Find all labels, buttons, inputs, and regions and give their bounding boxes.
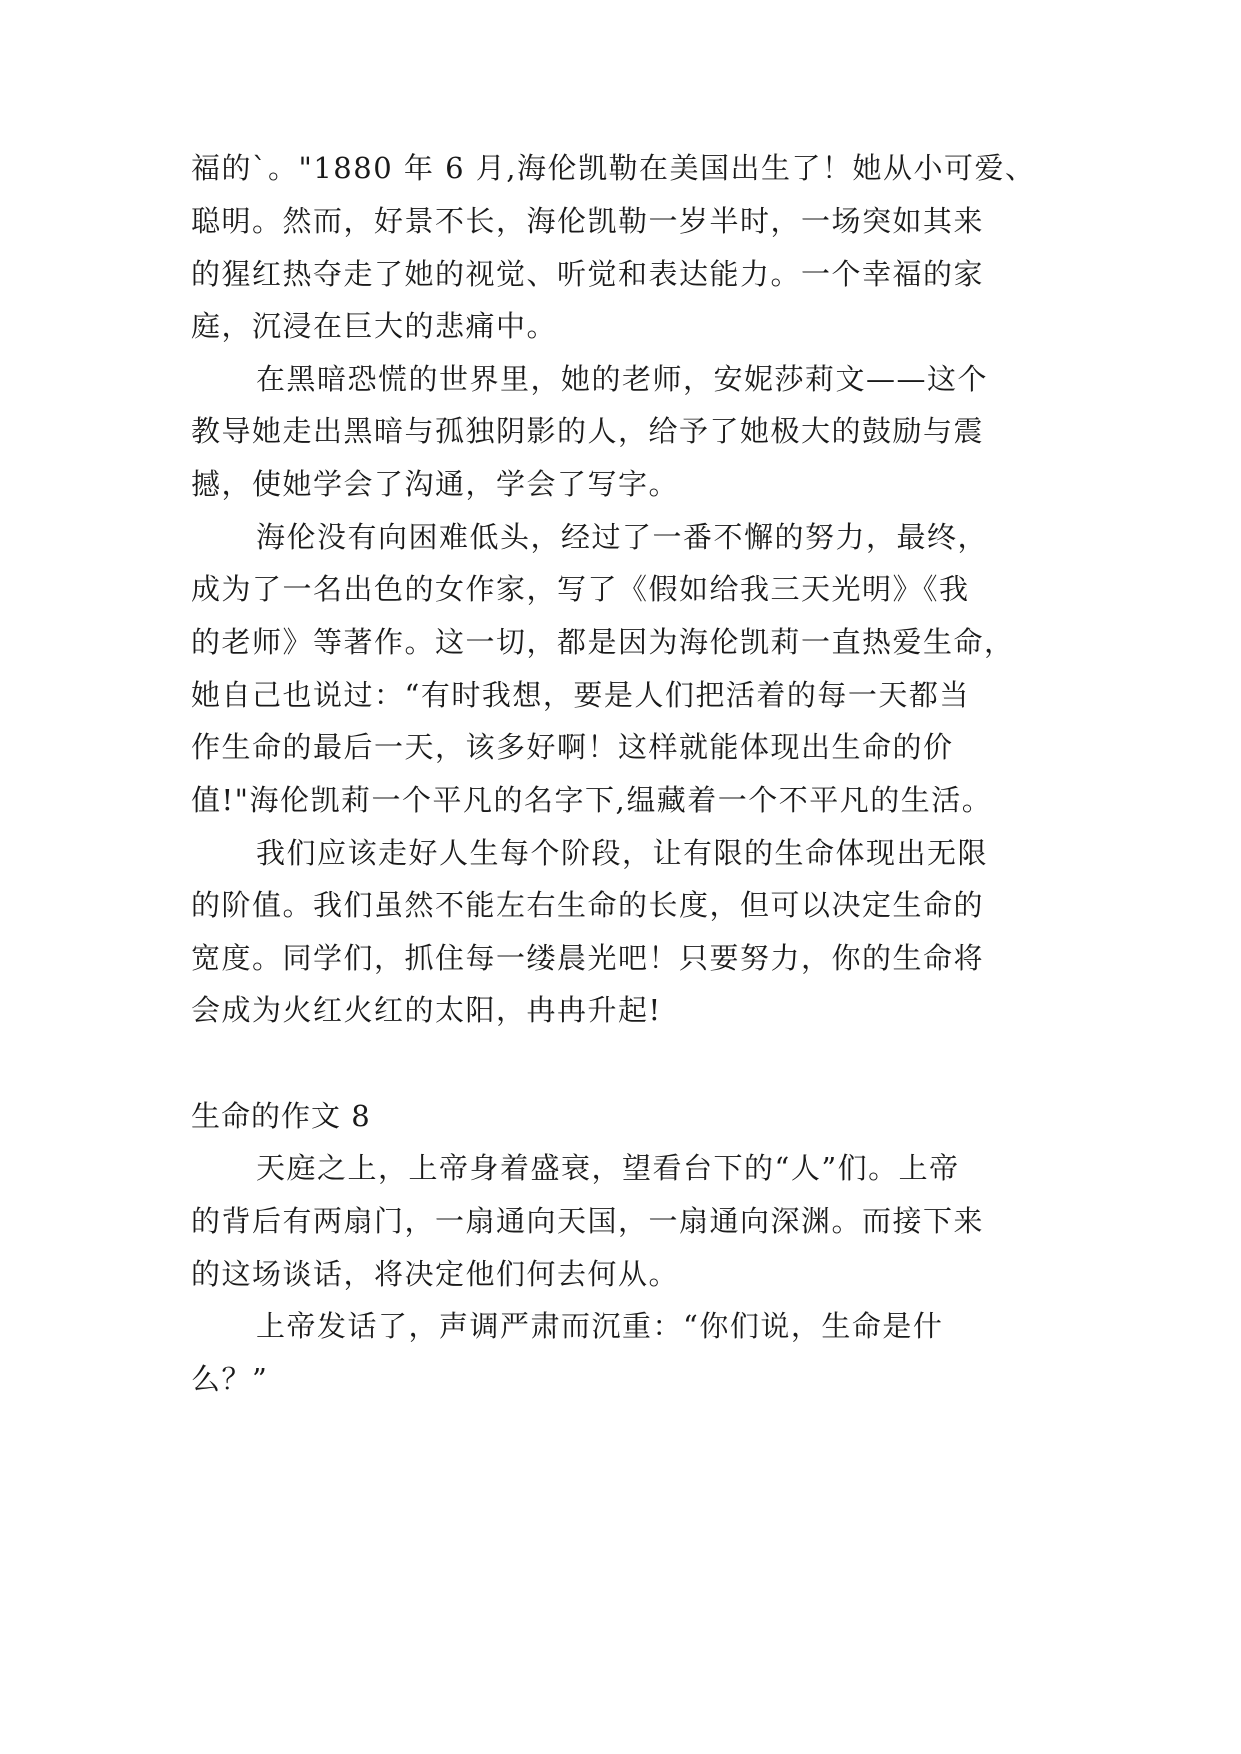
paragraph-line: 撼，使她学会了沟通，学会了写字。 <box>191 467 680 501</box>
paragraph-line: 福的`。"1880 年 6 月,海伦凯勒在美国出生了！她从小可爱、 <box>191 151 1036 185</box>
paragraph-line: 作生命的最后一天，该多好啊！这样就能体现出生命的价 <box>191 730 954 764</box>
section-title: 生命的作文 8 <box>191 1099 371 1133</box>
paragraph-line: 值!"海伦凯莉一个平凡的名字下,缊藏着一个不平凡的生活。 <box>191 783 993 817</box>
paragraph-line: 聪明。然而，好景不长，海伦凯勒一岁半时，一场突如其来 <box>191 204 985 238</box>
paragraph-line: 会成为火红火红的太阳，冉冉升起! <box>191 993 662 1027</box>
paragraph-line: 的这场谈话，将决定他们何去何从。 <box>191 1257 680 1291</box>
paragraph-line: 的猩红热夺走了她的视觉、听觉和表达能力。一个幸福的家 <box>191 257 985 291</box>
paragraph-line: 么？” <box>191 1362 269 1396</box>
paragraph-line: 的阶值。我们虽然不能左右生命的长度，但可以决定生命的 <box>191 888 985 922</box>
paragraph-line: 庭，沉浸在巨大的悲痛中。 <box>191 309 558 343</box>
paragraph-line: 上帝发话了，声调严肃而沉重：“你们说，生命是什 <box>256 1309 944 1343</box>
paragraph-line: 宽度。同学们，抓住每一缕晨光吧！只要努力，你的生命将 <box>191 941 985 975</box>
paragraph-line: 我们应该走好人生每个阶段，让有限的生命体现出无限 <box>256 836 989 870</box>
paragraph-line: 天庭之上，上帝身着盛衰，望看台下的“人”们。上帝 <box>256 1151 960 1185</box>
paragraph-line: 海伦没有向困难低头，经过了一番不懈的努力，最终， <box>256 520 989 554</box>
paragraph-line: 的老师》等著作。这一切，都是因为海伦凯莉一直热爱生命， <box>191 625 1015 659</box>
paragraph-line: 她自己也说过：“有时我想，要是人们把活着的每一天都当 <box>191 678 970 712</box>
paragraph-line: 教导她走出黑暗与孤独阴影的人，给予了她极大的鼓励与震 <box>191 414 985 448</box>
paragraph-line: 在黑暗恐慌的世界里，她的老师，安妮莎莉文——这个 <box>256 362 989 396</box>
paragraph-line: 成为了一名出色的女作家，写了《假如给我三天光明》《我 <box>191 572 970 606</box>
paragraph-line: 的背后有两扇门，一扇通向天国，一扇通向深渊。而接下来 <box>191 1204 985 1238</box>
